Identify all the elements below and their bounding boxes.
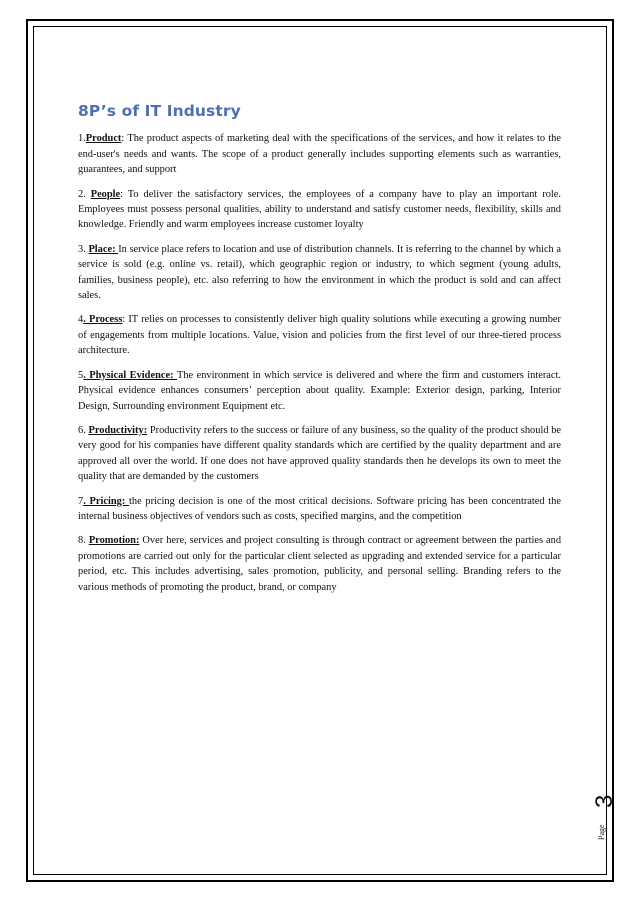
paragraph-physical-evidence: [78, 368, 561, 414]
paragraph-promotion: [78, 533, 561, 595]
page-word-label: Page: [597, 824, 606, 840]
para-number: 1.: [78, 133, 86, 145]
para-number: 3.: [78, 243, 89, 255]
para-number: 8.: [78, 535, 89, 547]
paragraph-process: [78, 312, 561, 358]
para-label: Place:: [88, 243, 119, 255]
para-number: 4: [78, 314, 84, 326]
para-label: People: [90, 188, 121, 200]
page-number: 3: [591, 794, 618, 808]
para-number: 7: [78, 495, 84, 507]
para-label: Productivity:: [88, 424, 148, 436]
para-text: The environment in which service is delivered and where the firm and customers interact. Physical evidence enhances consumers’ perception about quality. Example: Exterior design, parking, Interior Design, Surrounding environment Equipment etc.: [78, 369, 561, 412]
para-text: In service place refers to location and use of distribution channels. It is referring to the channel by which a service is sold (e.g. online vs. retail), which geographic region or industry, to which segment (young adults, families, business people), etc. also referring to how the environment in which the product is sold and can affect sales.: [78, 243, 562, 302]
para-number: 5: [78, 369, 84, 381]
para-label: Promotion:: [88, 535, 140, 547]
page-content: [78, 104, 561, 604]
para-number: 2.: [78, 188, 91, 200]
para-text: Productivity refers to the success or failure of any business, so the quality of the product should be very good for his companies have different quality standards which are certified by the quality department and are approved all over the world. If one does not have approved quality standards then he develops its own to meet the quality that are demanded by the customers: [78, 424, 562, 483]
paragraph-people: [78, 187, 561, 233]
paragraph-place: [78, 242, 561, 304]
paragraph-pricing: [78, 494, 561, 525]
para-label: . Physical Evidence:: [83, 369, 177, 381]
para-text: the pricing decision is one of the most critical decisions. Software pricing has been concentrated the internal business objectives of vendors such as costs, specified margins, and the competition: [78, 495, 561, 522]
para-text: : To deliver the satisfactory services, the employees of a company have to play an important role. Employees must possess personal qualities, ability to understand and satisfy customer needs, flexibility, skills and knowledge. Friendly and warm employees increase customer loyalty: [78, 188, 561, 231]
paragraph-productivity: [78, 423, 561, 485]
para-text: Over here, services and project consulting is through contract or agreement between the parties and promotions are carried out only for the particular client selected as upgrading and extended service for a particular period, etc. This includes advertising, sales promotion, publicity, and personal selling. Branding refers to the various methods of promoting the product, brand, or company: [78, 535, 562, 593]
page-title: 8P’s of IT Industry: [78, 102, 241, 120]
para-label: . Pricing:: [83, 495, 129, 507]
para-label: . Process: [83, 314, 123, 326]
para-label: Product: [85, 133, 122, 145]
paragraph-product: [78, 131, 561, 177]
para-text: : The product aspects of marketing deal with the specifications of the services, and how it relates to the end-user's needs and wants. The scope of a product generally includes supporting elements such as warranties, guarantees, and support: [78, 133, 561, 176]
para-text: : IT relies on processes to consistently deliver high quality solutions while executing a growing number of engagements from multiple locations. Value, vision and policies from the first level of our three-tiered process architecture.: [78, 314, 561, 357]
para-number: 6.: [78, 424, 89, 436]
